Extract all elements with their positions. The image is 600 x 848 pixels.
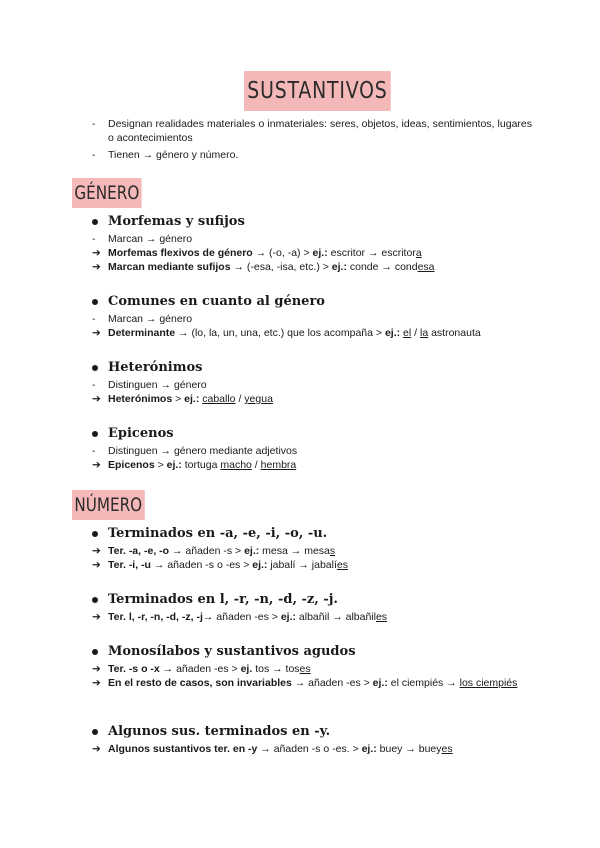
line-text: → (-esa, -isa, etc.) > <box>230 261 332 273</box>
example-text: tos → tos <box>252 663 300 675</box>
arrow-line <box>92 676 532 690</box>
page-title: SUSTANTIVOS <box>244 71 391 111</box>
line-text: → añaden -es > <box>159 663 241 675</box>
dash-marker: - <box>92 118 96 130</box>
bullet-dot <box>92 531 98 537</box>
arrow-icon: ➔ <box>92 559 101 571</box>
topic-monosilabos <box>92 642 532 690</box>
dash-marker: - <box>92 233 96 245</box>
example-text: escritor → escritor <box>327 247 416 259</box>
line-text: → añaden -s o -es > <box>150 559 253 571</box>
topic-heading <box>92 424 532 444</box>
example-label: ej.: <box>252 559 268 571</box>
bold-term: Ter. l, -r, -n, -d, -z, -j <box>108 611 203 623</box>
underlined-text: los ciempiés <box>459 677 518 689</box>
heading-text: Monosílabos y sustantivos agudos <box>108 644 356 659</box>
dash-line <box>92 312 532 326</box>
line-text: Distinguen → género <box>108 379 207 391</box>
topic-comunes <box>92 292 532 340</box>
bold-term: Determinante <box>108 327 176 339</box>
heading-text: Heterónimos <box>108 360 203 375</box>
line-text: Marcan → género <box>108 233 193 245</box>
example-text: astronauta <box>428 327 481 339</box>
heading-text: Terminados en l, -r, -n, -d, -z, -j. <box>108 592 338 607</box>
topic-heading <box>92 358 532 378</box>
topic-heading <box>92 292 532 312</box>
bullet-dot <box>92 431 98 437</box>
line-text: → añaden -s > <box>169 545 245 557</box>
topic-morfemas <box>92 212 532 274</box>
bold-term: Ter. -s o -x <box>108 663 160 675</box>
heading-text: Algunos sus. terminados en -y. <box>108 724 331 739</box>
example-label: ej.: <box>280 611 296 623</box>
bullet-dot <box>92 729 98 735</box>
bold-term: En el resto de casos, son invariables <box>108 677 292 689</box>
dash-marker: - <box>92 445 96 457</box>
underlined-text: macho <box>220 459 252 471</box>
example-label: ej. <box>240 663 253 675</box>
topic-heteronimos <box>92 358 532 406</box>
example-text: el ciempiés → <box>387 677 460 689</box>
example-label: ej.: <box>331 261 347 273</box>
bold-term: Morfemas flexivos de género <box>108 247 253 259</box>
arrow-icon: ➔ <box>92 611 101 623</box>
justified-text <box>108 676 532 690</box>
arrow-icon: ➔ <box>92 459 101 471</box>
arrow-icon: ➔ <box>92 393 101 405</box>
topic-heading <box>92 590 532 610</box>
underlined-text: hembra <box>260 459 297 471</box>
arrow-icon: ➔ <box>92 545 101 557</box>
line-text: → (lo, la, un, una, etc.) que los acompaña > <box>175 327 385 339</box>
separator: / <box>235 393 245 405</box>
bold-term: Ter. -i, -u <box>108 559 151 571</box>
dash-marker: - <box>92 379 96 391</box>
arrow-line <box>92 260 532 274</box>
example-label: ej.: <box>184 393 200 405</box>
intro-list <box>92 117 532 162</box>
arrow-line <box>92 392 532 406</box>
arrow-line <box>92 610 532 624</box>
arrow-icon: ➔ <box>92 663 101 675</box>
arrow-line <box>92 544 532 558</box>
line-text: → añaden -es > <box>291 677 373 689</box>
dash-marker: - <box>92 313 96 325</box>
separator: / <box>411 327 420 339</box>
arrow-line <box>92 662 532 676</box>
arrow-line <box>92 558 532 572</box>
topic-algunos <box>92 722 532 756</box>
underlined-text: es <box>375 611 388 623</box>
dash-line <box>92 378 532 392</box>
bullet-dot <box>92 597 98 603</box>
topic-heading <box>92 524 532 544</box>
underlined-text: la <box>419 327 429 339</box>
underlined-text: es <box>336 559 348 571</box>
topic-heading <box>92 642 532 662</box>
line-text: → añaden -es > <box>202 611 281 623</box>
dash-marker: - <box>92 149 96 161</box>
topic-vocales <box>92 524 532 572</box>
bold-term: Algunos sustantivos ter. en -y <box>108 743 258 755</box>
arrow-icon: ➔ <box>92 327 101 339</box>
underlined-text: esa <box>417 261 435 273</box>
example-label: ej.: <box>166 459 182 471</box>
intro-text: Tienen → género y número. <box>108 149 239 161</box>
arrow-line <box>92 458 532 472</box>
line-text: → (-o, -a) > <box>252 247 313 259</box>
topic-heading <box>92 722 532 742</box>
example-label: ej.: <box>244 545 260 557</box>
heading-text: Terminados en -a, -e, -i, -o, -u. <box>108 526 328 541</box>
underlined-text: yegua <box>244 393 273 405</box>
arrow-line <box>92 246 532 260</box>
heading-text: Morfemas y sufijos <box>108 214 245 229</box>
line-text: > <box>154 459 167 471</box>
example-text: jabalí → jabalí <box>267 559 337 571</box>
underlined-text: caballo <box>202 393 236 405</box>
example-text: buey → buey <box>376 743 442 755</box>
example-label: ej.: <box>372 677 388 689</box>
bullet-dot <box>92 649 98 655</box>
underlined-text: a <box>415 247 422 259</box>
example-text: conde → cond <box>346 261 418 273</box>
bold-term: Heterónimos <box>108 393 173 405</box>
example-text: albañil → albañil <box>296 611 376 623</box>
underlined-text: s <box>329 545 336 557</box>
line-text: Marcan → género <box>108 313 193 325</box>
example-label: ej.: <box>312 247 328 259</box>
example-label: ej.: <box>361 743 377 755</box>
heading-text: Epicenos <box>108 426 174 441</box>
example-label: ej.: <box>384 327 401 339</box>
line-text: > <box>172 393 185 405</box>
example-text: tortuga <box>181 459 221 471</box>
arrow-line <box>92 326 532 340</box>
heading-text: Comunes en cuanto al género <box>108 294 325 309</box>
section-genero: GÉNERO <box>72 178 142 208</box>
bold-term: Epicenos <box>108 459 155 471</box>
section-numero: NÚMERO <box>72 490 145 520</box>
arrow-icon: ➔ <box>92 261 101 273</box>
arrow-icon: ➔ <box>92 677 101 689</box>
line-text: Distinguen → género mediante adjetivos <box>108 445 298 457</box>
dash-line <box>92 444 532 458</box>
topic-consonantes <box>92 590 532 624</box>
intro-item <box>92 117 532 145</box>
arrow-icon: ➔ <box>92 743 101 755</box>
bullet-dot <box>92 365 98 371</box>
bold-term: Marcan mediante sufijos <box>108 261 231 273</box>
topic-epicenos <box>92 424 532 472</box>
separator: / <box>251 459 261 471</box>
dash-line <box>92 232 532 246</box>
underlined-text: es <box>441 743 453 755</box>
intro-item <box>92 148 532 162</box>
bullet-dot <box>92 299 98 305</box>
bullet-dot <box>92 219 98 225</box>
example-text: mesa → mesa <box>259 545 330 557</box>
topic-heading <box>92 212 532 232</box>
arrow-icon: ➔ <box>92 247 101 259</box>
line-text: → añaden -s o -es. > <box>257 743 362 755</box>
underlined-text: es <box>299 663 311 675</box>
underlined-text: el <box>403 327 412 339</box>
intro-text: Designan realidades materiales o inmateriales: seres, objetos, ideas, sentimientos, lugares o acontecimientos <box>108 118 532 144</box>
arrow-line <box>92 742 532 756</box>
bold-term: Ter. -a, -e, -o <box>108 545 170 557</box>
